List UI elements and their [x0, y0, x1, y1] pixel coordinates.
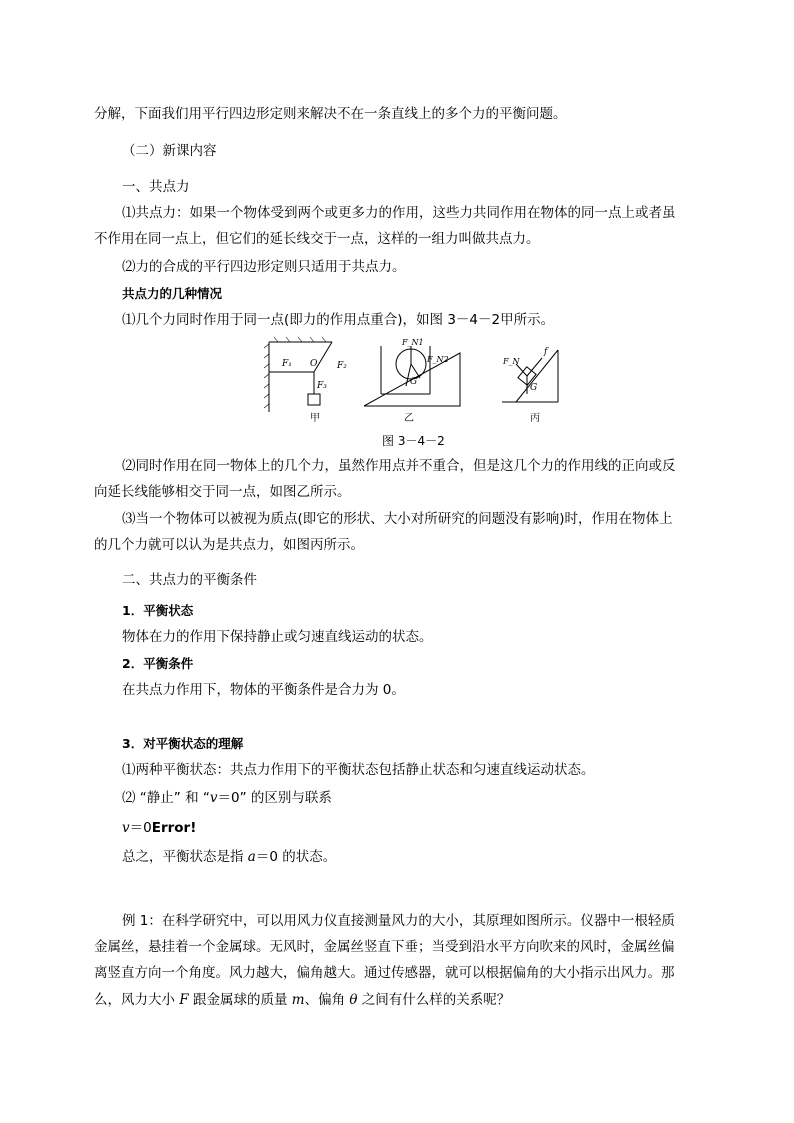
label-g-yi: G: [410, 377, 418, 387]
ex-1d-mid2: 、偏角: [304, 992, 350, 1008]
para-2: ⑵力的合成的平行四边形定则只适用于共点力。: [122, 259, 406, 275]
figure-3-4-2: [262, 336, 562, 428]
sub-2-text: 在共点力作用下，物体的平衡条件是合力为 0。: [122, 682, 405, 698]
summary-post: ＝0 的状态。: [255, 849, 337, 865]
para-1a: ⑴共点力：如果一个物体受到两个或更多力的作用，这些力共同作用在物体的同一点上或者虽: [122, 205, 676, 221]
label-fn1: F_N1: [402, 338, 424, 347]
var-v: v: [209, 790, 218, 806]
ex-1d-post: 之间有什么样的关系呢？: [357, 992, 511, 1008]
error-text: Error!: [151, 820, 197, 836]
case-2a: ⑵同时作用在同一物体上的几个力，虽然作用点并不重合，但是这几个力的作用线的正向或反: [122, 458, 676, 474]
label-f: f: [544, 347, 548, 357]
case-2b: 向延长线能够相交于同一点，如图乙所示。: [94, 484, 351, 500]
label-g-bing: G: [530, 383, 538, 393]
example-1b: 金属丝，悬挂着一个金属球。无风时，金属丝竖直下垂；当受到沿水平方向吹来的风时，金属丝偏: [94, 939, 675, 955]
example-1c: 离竖直方向一个角度。风力越大，偏角越大。通过传感器，就可以根据偏角的大小指示出风力。那: [94, 965, 675, 981]
label-fn: F_N: [503, 357, 520, 366]
heading-concurrent-force: 一、共点力: [122, 179, 190, 195]
error-line: [122, 818, 196, 838]
label-f3: F₃: [317, 381, 327, 391]
label-fn2: F_N2: [427, 355, 449, 364]
sub-3-b-post: ＝0” 的区别与联系: [217, 790, 332, 806]
sub-2-title: 2．平衡条件: [122, 656, 194, 671]
sub-3-b: [122, 788, 332, 808]
var-a: a: [247, 849, 256, 865]
cases-title: 共点力的几种情况: [122, 286, 223, 301]
ex-1d-mid: 跟金属球的质量: [188, 992, 292, 1008]
summary-pre: 总之，平衡状态是指: [122, 849, 248, 865]
label-bing: 丙: [530, 413, 540, 424]
case-3b: 的几个力就可以认为是共点力，如图丙所示。: [94, 537, 364, 553]
summary-line: [122, 847, 336, 867]
case-1: ⑴几个力同时作用于同一点(即力的作用点重合)，如图 3－4－2甲所示。: [122, 312, 555, 328]
label-f2: F₂: [337, 361, 347, 371]
err-eq: ＝0: [129, 820, 152, 836]
sub-1-title: 1．平衡状态: [122, 603, 194, 618]
sub-3-b-pre: ⑵ “静止” 和 “: [122, 790, 210, 806]
ex-1d-pre: 么，风力大小: [94, 992, 180, 1008]
label-yi: 乙: [404, 413, 414, 424]
label-jia: 甲: [310, 413, 320, 424]
label-f1: F₁: [282, 359, 292, 369]
example-1a: 例 1：在科学研究中，可以用风力仪直接测量风力的大小，其原理如图所示。仪器中一根轻质: [122, 913, 675, 929]
sub-3-a: ⑴两种平衡状态：共点力作用下的平衡状态包括静止状态和匀速直线运动状态。: [122, 762, 595, 778]
sub-1-text: 物体在力的作用下保持静止或匀速直线运动的状态。: [122, 629, 433, 645]
figure-caption: 图 3－4－2: [382, 434, 445, 448]
example-1d: [94, 990, 510, 1010]
var-F: F: [179, 992, 189, 1008]
heading-equilibrium-condition: 二、共点力的平衡条件: [122, 572, 257, 588]
label-o: O: [310, 359, 318, 369]
var-m: m: [291, 992, 305, 1008]
figure-jia: [264, 337, 332, 412]
section-new-content: （二）新课内容: [122, 143, 217, 159]
intro-text: 分解，下面我们用平行四边形定则来解决不在一条直线上的多个力的平衡问题。: [94, 106, 567, 122]
sub-3-title: 3．对平衡状态的理解: [122, 736, 244, 751]
var-theta: θ: [349, 992, 358, 1008]
para-1b: 不作用在同一点上，但它们的延长线交于一点，这样的一组力叫做共点力。: [94, 231, 540, 247]
err-var-v: v: [122, 820, 130, 836]
case-3a: ⑶当一个物体可以被视为质点(即它的形状、大小对所研究的问题没有影响)时，作用在物体上: [122, 511, 673, 527]
